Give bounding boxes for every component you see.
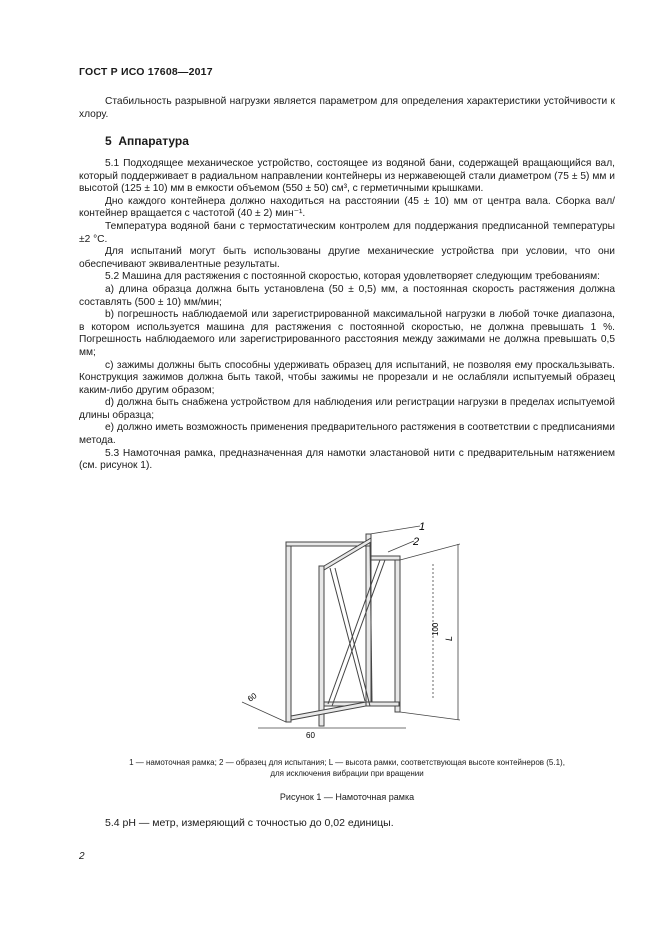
frame-post-back-left (319, 566, 324, 726)
depth-dim-line (242, 702, 286, 722)
list-item-b: b) погрешность наблюдаемой или зарегистрированной максимальной нагрузки в любой точке диапазона, в котором используется машина для растяжения с постоянной скоростью, не должна превышать 1 %. Погрешность наблюдаемого или зарегистрированного расстояния между зажимами не должна превышать 0,5 мм; (79, 309, 615, 358)
list-item-d: d) должна быть снабжена устройством для наблюдения или регистрации нагрузки в пределах испытуемой длины образца; (79, 397, 615, 421)
list-item-a: a) длина образца должна быть установлена (50 ± 0,5) мм, а постоянная скорость растяжения должна составлять (500 ± 10) мм/мин; (79, 283, 615, 308)
paragraph-5-2: 5.2 Машина для растяжения с постоянной скоростью, которая удовлетворяет следующим требованиям: (105, 271, 600, 283)
height-label: 100 (431, 622, 440, 636)
section-title: Аппаратура (118, 134, 189, 148)
width-label: 60 (306, 731, 315, 740)
figure-legend (79, 757, 615, 779)
paragraph-water-bath: Температура водяной бани с термостатическим контролем для поддержания предписанной температуры ±2 °С. (79, 220, 615, 245)
frame-post-front-left (286, 542, 291, 722)
callout-1: 1 (419, 521, 426, 533)
intro-text (79, 96, 615, 121)
paragraph-5-4: 5.4 pH — метр, измеряющий с точностью до 0,02 единицы. (105, 817, 394, 829)
frame-top-bar-right (371, 556, 400, 560)
winding-frame-drawing (220, 516, 460, 748)
callout-2-leader (388, 541, 414, 552)
paragraph-5-1: 5.1 Подходящее механическое устройство, состоящее из водяной бани, содержащей вращающийся вал, который поддерживает в радиальном направлении контейнеры из нержавеющей стали диаметром (75 ± 5) мм и высотой (125 ± 10) мм в емкости объемом (550 ± 50) см³, с герметичными крышками. (79, 158, 615, 195)
page-header: ГОСТ Р ИСО 17608—2017 (79, 66, 213, 78)
frame-post-back-right (395, 556, 400, 712)
sample-thread-1 (330, 568, 365, 701)
L-label: L (444, 635, 454, 641)
figure-legend-line-2: для исключения вибрации при вращении (270, 769, 424, 778)
list-item-c: c) зажимы должны быть способны удерживать образец для испытаний, не позволяя ему проскальзывать. Конструкция зажимов должна быть такой, чтобы зажимы не прорезали и не ослабляли испытуемый образец каким-либо другим образом; (79, 359, 615, 396)
paragraph-container-distance: Дно каждого контейнера должно находиться на расстоянии (45 ± 10) мм от центра вала. Сборка вал/контейнер вращается с частотой (40 ± 2) мин⁻¹. (79, 195, 615, 220)
figure-legend-line-1: 1 — намоточная рамка; 2 — образец для испытания; L — высота рамки, соответствующая высоте контейнеров (5.1), (129, 758, 565, 767)
paragraph-other-devices: Для испытаний могут быть использованы другие механические устройства при условии, что они обеспечивают эквивалентные результаты. (79, 246, 615, 270)
page-number: 2 (79, 851, 85, 862)
callout-2: 2 (413, 536, 420, 548)
section-number: 5 (105, 134, 112, 148)
paragraph-5-3: 5.3 Намоточная рамка, предназначенная для намотки эластановой нити с предварительным натяжением (см. рисунок 1). (79, 447, 615, 472)
depth-label: 60 (245, 691, 259, 704)
callout-1-leader (370, 526, 420, 534)
winding-frame-figure (220, 516, 460, 748)
figure-title: Рисунок 1 — Намоточная рамка (279, 792, 415, 802)
section-heading (105, 134, 189, 148)
section-body (79, 158, 615, 473)
intro-paragraph: Стабильность разрывной нагрузки является параметром для определения характеристики устойчивости к хлору. (79, 96, 615, 120)
list-item-e: e) должно иметь возможность применения предварительного растяжения в соответствии с предписаниями метода. (79, 422, 615, 447)
